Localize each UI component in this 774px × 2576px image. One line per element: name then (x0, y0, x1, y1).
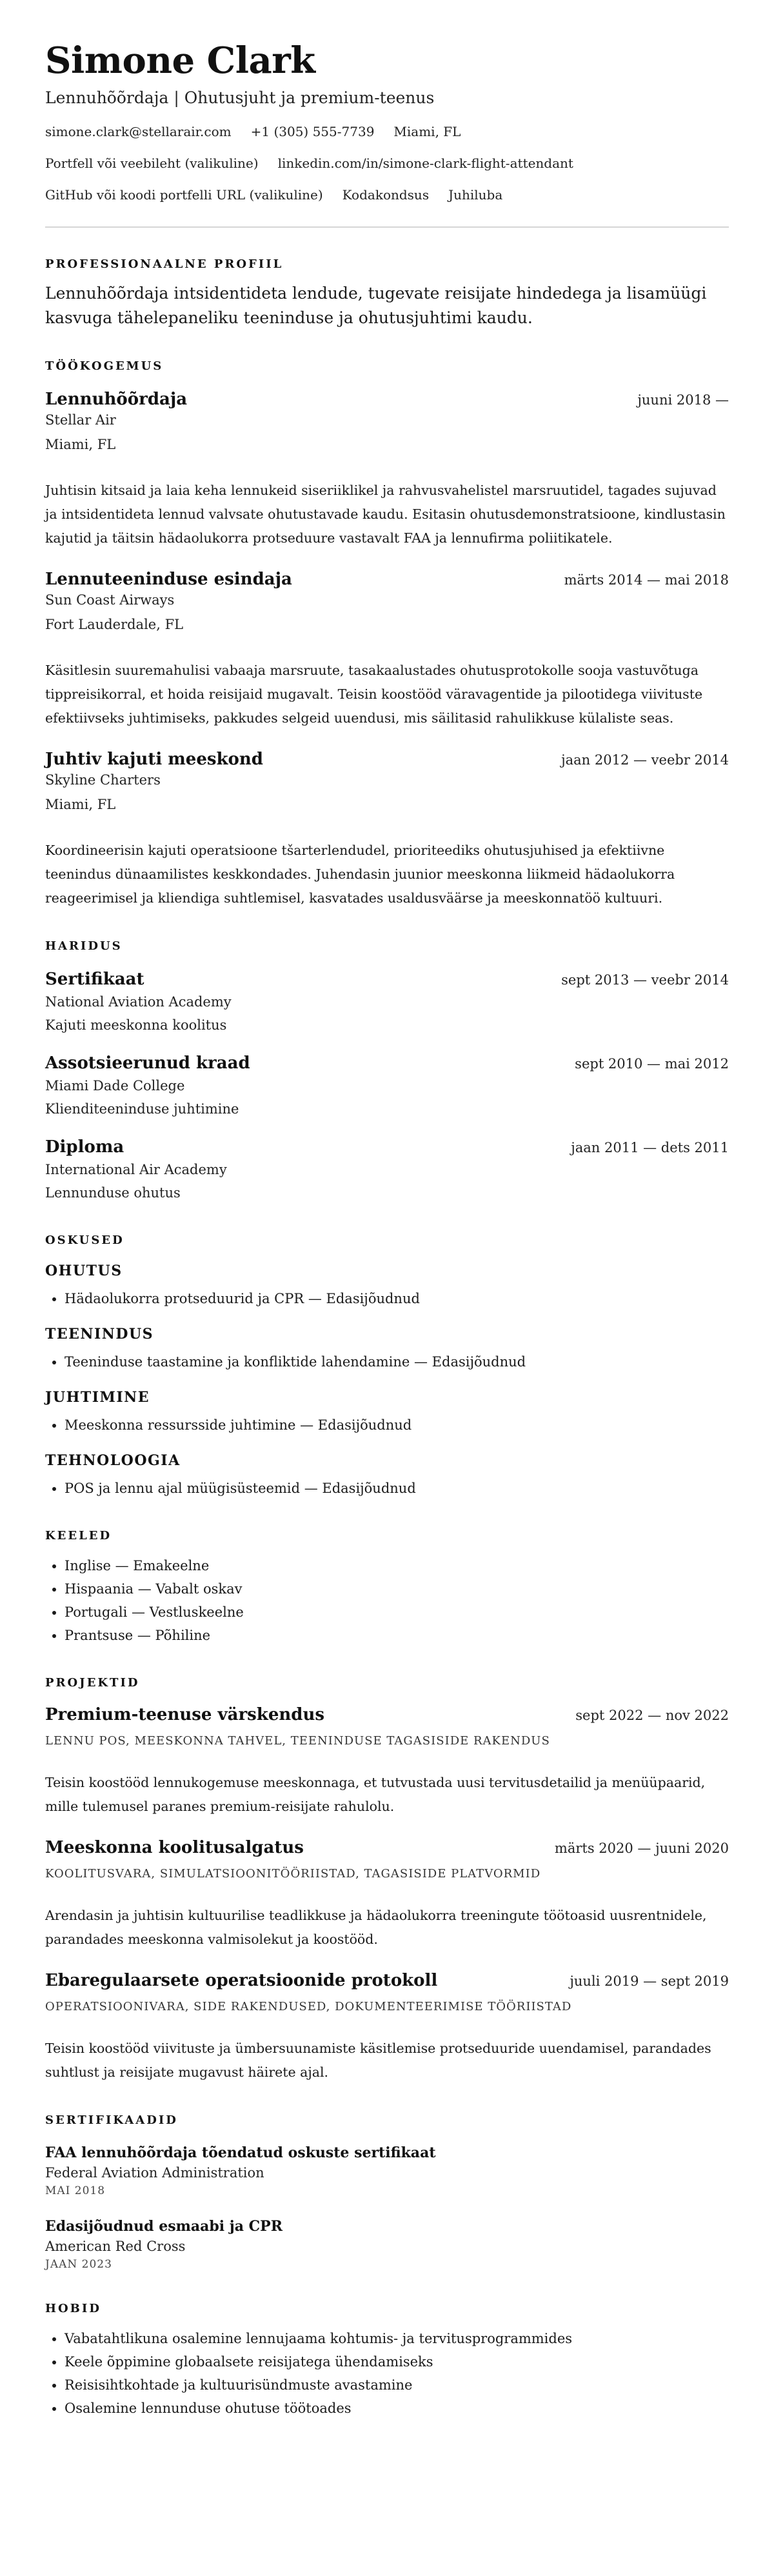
hobby-item: • Keele õppimine globaalsete reisijatega ühendamiseks (64, 2350, 729, 2373)
hobby-list (45, 2327, 729, 2420)
section-title-experience: TÖÖKOGEMUS (45, 359, 164, 373)
resume-header (45, 40, 729, 204)
skill-group (45, 1324, 729, 1373)
certification-date: JAAN 2023 (45, 2258, 112, 2271)
contact-location: Miami, FL (393, 124, 461, 139)
section-title-education: HARIDUS (45, 939, 123, 953)
study-field: Lennunduse ohutus (45, 1185, 181, 1201)
section-title-projects: PROJEKTID (45, 1676, 140, 1690)
education-entry (45, 1136, 729, 1204)
job-title: Juhtiv kajuti meeskond (45, 750, 263, 769)
contact-email[interactable]: simone.clark@stellarair.com (45, 124, 232, 139)
education-entry (45, 1052, 729, 1121)
project-title: Ebaregulaarsete operatsioonide protokoll (45, 1971, 438, 1990)
job-entry (45, 748, 729, 910)
section-title-profile: PROFESSIONAALNE PROFIIL (45, 257, 284, 271)
degree-title: Sertifikaat (45, 970, 144, 989)
candidate-name: Simone Clark (45, 39, 315, 82)
contact-row-2 (45, 154, 729, 172)
degree-title: Assotsieerunud kraad (45, 1053, 250, 1073)
contact-license: Juhiluba (448, 187, 503, 203)
certification-issuer: Federal Aviation Administration (45, 2165, 264, 2181)
school-name: International Air Academy (45, 1162, 227, 1177)
contact-row-3 (45, 186, 729, 204)
project-date: sept 2022 — nov 2022 (575, 1708, 729, 1723)
certification-title: Edasijõudnud esmaabi ja CPR (45, 2218, 283, 2235)
languages-section (45, 1528, 729, 1647)
skill-item: • Meeskonna ressursside juhtimine — Edasijõudnud (64, 1413, 729, 1437)
contact-row-1 (45, 123, 729, 141)
job-company: Skyline Charters (45, 772, 161, 788)
contact-github[interactable]: GitHub või koodi portfelli URL (valikuline) (45, 187, 323, 203)
hobby-item: • Reisisihtkohtade ja kultuurisündmuste avastamine (64, 2373, 729, 2397)
section-title-certifications: SERTIFIKAADID (45, 2113, 178, 2127)
section-title-hobbies: HOBID (45, 2302, 101, 2315)
project-entry (45, 1970, 729, 2084)
skill-group-title: TEENINDUS (45, 1326, 154, 1343)
job-entry (45, 568, 729, 730)
project-description: Teisin koostööd lennukogemuse meeskonnaga, et tutvustada uusi tervitusdetailid ja menüüpaarid, mille tulemusel paranes premium-reisijate rahulolu. (45, 1775, 706, 1814)
school-name: National Aviation Academy (45, 994, 232, 1010)
certification-title: FAA lennuhõõrdaja tõendatud oskuste sertifikaat (45, 2144, 436, 2161)
profile-summary: Lennuhõõrdaja intsidentideta lendude, tugevate reisijate hindedega ja lisamüügi kasvuga tähelepaneliku teeninduse ja ohutusjuhtimi kaudu. (45, 284, 707, 327)
skill-item: • Hädaolukorra protseduurid ja CPR — Edasijõudnud (64, 1287, 729, 1310)
contact-citizenship: Kodakondsus (342, 187, 430, 203)
education-date: sept 2010 — mai 2012 (575, 1056, 729, 1072)
skill-item: • Teeninduse taastamine ja konfliktide lahendamine — Edasijõudnud (64, 1350, 729, 1373)
job-date: juuni 2018 — (637, 392, 729, 408)
job-description: Koordineerisin kajuti operatsioone tšarterlendudel, prioriteediks ohutusjuhised ja efektiivne teenindus dünaamilistes keskkondades. Juhendasin juunior meeskonna liikmeid hädaolukorra reageerimisel ja kliendiga suhtlemisel, kasvatades usaldusväärse ja meeskonnatöö kultuuri. (45, 843, 675, 906)
project-title: Meeskonna koolitusalgatus (45, 1838, 304, 1857)
section-title-languages: KEELED (45, 1529, 112, 1543)
section-title-skills: OSKUSED (45, 1233, 124, 1247)
contact-linkedin[interactable]: linkedin.com/in/simone-clark-flight-attendant (277, 155, 573, 171)
certifications-section (45, 2113, 729, 2273)
job-entry (45, 388, 729, 550)
project-description: Arendasin ja juhtisin kultuurilise teadlikkuse ja hädaolukorra treeningute töötoasid uusrentnidele, parandades meeskonna valmisolekut ja koostööd. (45, 1908, 707, 1947)
language-list (45, 1554, 729, 1647)
job-date: märts 2014 — mai 2018 (564, 572, 729, 588)
hobby-item: • Osalemine lennunduse ohutuse töötoades (64, 2397, 729, 2420)
project-tech: OPERATSIOONIVARA, SIDE RAKENDUSED, DOKUMENTEERIMISE TÖÖRIISTAD (45, 2000, 572, 2013)
project-description: Teisin koostööd viivituste ja ümbersuunamiste käsitlemise protseduuride uuendamisel, parandades suhtlust ja reisijate mugavust häirete ajal. (45, 2041, 711, 2080)
certification-entry (45, 2142, 729, 2199)
job-title: Lennuhõõrdaja (45, 390, 188, 409)
school-name: Miami Dade College (45, 1078, 185, 1093)
projects-section (45, 1675, 729, 2084)
skill-group (45, 1388, 729, 1437)
header-divider (45, 226, 729, 228)
contact-portfolio[interactable]: Portfell või veebileht (valikuline) (45, 155, 259, 171)
project-entry (45, 1704, 729, 1819)
experience-section (45, 359, 729, 910)
language-item: • Hispaania — Vabalt oskav (64, 1577, 729, 1601)
skill-group (45, 1451, 729, 1500)
project-tech: KOOLITUSVARA, SIMULATSIOONITÖÖRIISTAD, TAGASISIDE PLATVORMID (45, 1867, 541, 1881)
certification-issuer: American Red Cross (45, 2239, 186, 2254)
skill-group-title: JUHTIMINE (45, 1389, 150, 1406)
education-date: jaan 2011 — dets 2011 (571, 1140, 729, 1155)
certification-entry (45, 2216, 729, 2273)
education-date: sept 2013 — veebr 2014 (561, 972, 729, 988)
job-description: Juhtisin kitsaid ja laia keha lennukeid siseriiklikel ja rahvusvahelistel marsruutidel, tagades sujuvad ja intsidentideta lennud valvsate ohutustavade kaudu. Esitasin ohutusdemonstratsioone, kindlustasin kajutid ja täitsin hädaolukorra protseduure vastavalt FAA ja lennufirma poliitikatele. (45, 483, 726, 546)
skill-group (45, 1261, 729, 1310)
job-company: Sun Coast Airways (45, 592, 175, 608)
job-title: Lennuteeninduse esindaja (45, 570, 292, 589)
project-title: Premium-teenuse värskendus (45, 1705, 324, 1724)
skill-item: • POS ja lennu ajal müügisüsteemid — Edasijõudnud (64, 1477, 729, 1500)
degree-title: Diploma (45, 1137, 124, 1157)
headline: Lennuhõõrdaja | Ohutusjuht ja premium-teenus (45, 88, 435, 107)
study-field: Klienditeeninduse juhtimine (45, 1101, 239, 1117)
job-location: Miami, FL (45, 797, 116, 812)
profile-section (45, 257, 729, 330)
job-description: Käsitlesin suuremahulisi vabaaja marsruute, tasakaalustades ohutusprotokolle sooja vastuvõtuga tippreisikorral, et hoida reisijaid mugavalt. Teisin koostööd väravagentide ja pilootidega viivituste efektiivseks juhtimiseks, pakkudes selgeid uuendusi, mis säilitasid rahulikkuse külaliste seas. (45, 663, 703, 726)
job-location: Fort Lauderdale, FL (45, 617, 184, 632)
language-item: • Inglise — Emakeelne (64, 1554, 729, 1577)
job-location: Miami, FL (45, 437, 116, 452)
project-date: märts 2020 — juuni 2020 (554, 1841, 729, 1856)
skill-group-title: OHUTUS (45, 1263, 123, 1279)
skills-section (45, 1233, 729, 1500)
skill-group-title: TEHNOLOOGIA (45, 1452, 181, 1469)
language-item: • Prantsuse — Põhiline (64, 1624, 729, 1647)
language-item: • Portugali — Vestluskeelne (64, 1601, 729, 1624)
project-tech: LENNU POS, MEESKONNA TAHVEL, TEENINDUSE TAGASISIDE RAKENDUS (45, 1734, 550, 1748)
education-entry (45, 968, 729, 1037)
contact-phone[interactable]: +1 (305) 555-7739 (250, 124, 375, 139)
job-company: Stellar Air (45, 412, 116, 428)
certification-date: MAI 2018 (45, 2184, 106, 2197)
study-field: Kajuti meeskonna koolitus (45, 1017, 227, 1033)
project-entry (45, 1837, 729, 1952)
hobbies-section (45, 2301, 729, 2420)
education-section (45, 939, 729, 1204)
job-date: jaan 2012 — veebr 2014 (561, 752, 729, 768)
project-date: juuli 2019 — sept 2019 (570, 1973, 729, 1989)
hobby-item: • Vabatahtlikuna osalemine lennujaama kohtumis- ja tervitusprogrammides (64, 2327, 729, 2350)
